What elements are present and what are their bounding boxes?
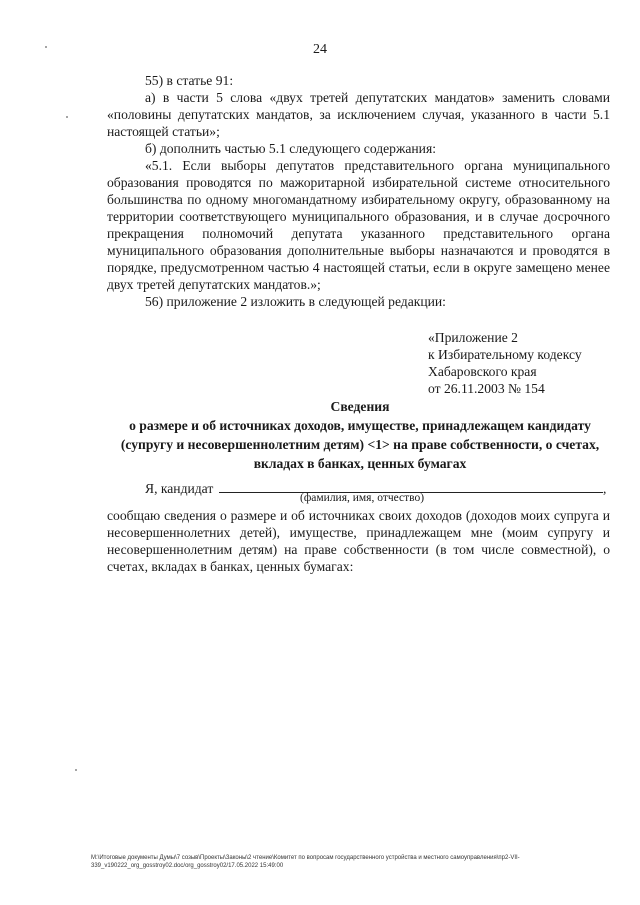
- scan-speck: [66, 116, 68, 118]
- candidate-statement: сообщаю сведения о размере и об источниках своих доходов (доходов моих супруга и несовершеннолетних детей), имуществе, принадлежащем мне (моим супругу и несовершеннолетним детям) на праве собственности (в том числе совместной), о счетах, вкладах в банках, ценных бумагах:: [107, 508, 610, 574]
- item-55-b: б) дополнить частью 5.1 следующего содержания:: [145, 141, 436, 156]
- form-subtitle-line-3: вкладах в банках, ценных бумагах: [253, 456, 467, 471]
- form-title: Сведения: [330, 399, 390, 414]
- item-56: 56) приложение 2 изложить в следующей редакции:: [145, 294, 446, 309]
- page-number: 24: [313, 42, 327, 57]
- appendix-line-1: «Приложение 2: [428, 330, 518, 345]
- form-heading: [100, 397, 620, 473]
- scan-speck: [45, 46, 47, 48]
- part-5-1-text: «5.1. Если выборы депутатов представительного органа муниципального образования проводятся по мажоритарной избирательной системе относительного большинства по одному многомандатному избирательному округу, образованному на территории соответствующего муниципального образования, и в случае досрочного прекращения полномочий депутата указанного представительного органа муниципального образования дополнительные выборы назначаются и проводятся в порядке, предусмотренном частью 4 настоящей статьи, если в округе замещено менее двух третей депутатских мандатов.»;: [107, 158, 610, 292]
- file-path-footer: [91, 854, 631, 870]
- footer-line-1: M:\Итоговые документы Думы\7 созыв\Проекты\Законы\2 чтение\Комитет по вопросам государственного устройства и местного самоуправления\пр2-VII-: [91, 855, 520, 861]
- form-subtitle-line-1: о размере и об источниках доходов, имуществе, принадлежащем кандидату: [129, 418, 591, 433]
- candidate-label: Я, кандидат: [145, 481, 214, 496]
- scan-speck: [75, 769, 77, 771]
- candidate-comma: ,: [603, 481, 607, 496]
- amendment-text: [107, 72, 610, 310]
- candidate-name-hint: (фамилия, имя, отчество): [300, 492, 425, 504]
- appendix-line-2: к Избирательному кодексу: [428, 347, 582, 362]
- appendix-line-4: от 26.11.2003 № 154: [428, 381, 545, 396]
- appendix-reference: [428, 329, 582, 397]
- item-55: 55) в статье 91:: [145, 73, 234, 88]
- footer-line-2: 339_v190222_org_gosstroy02.doc/org_gosstroy02/17.05.2022 15:49:00: [91, 863, 284, 869]
- appendix-line-3: Хабаровского края: [428, 364, 537, 379]
- item-55-a: а) в части 5 слова «двух третей депутатских мандатов» заменить словами «половины депутатских мандатов, за исключением случая, указанного в части 5.1 настоящей статьи»;: [107, 90, 610, 139]
- form-subtitle-line-2: (супругу и несовершеннолетним детям) <1> на праве собственности, о счетах,: [120, 437, 600, 452]
